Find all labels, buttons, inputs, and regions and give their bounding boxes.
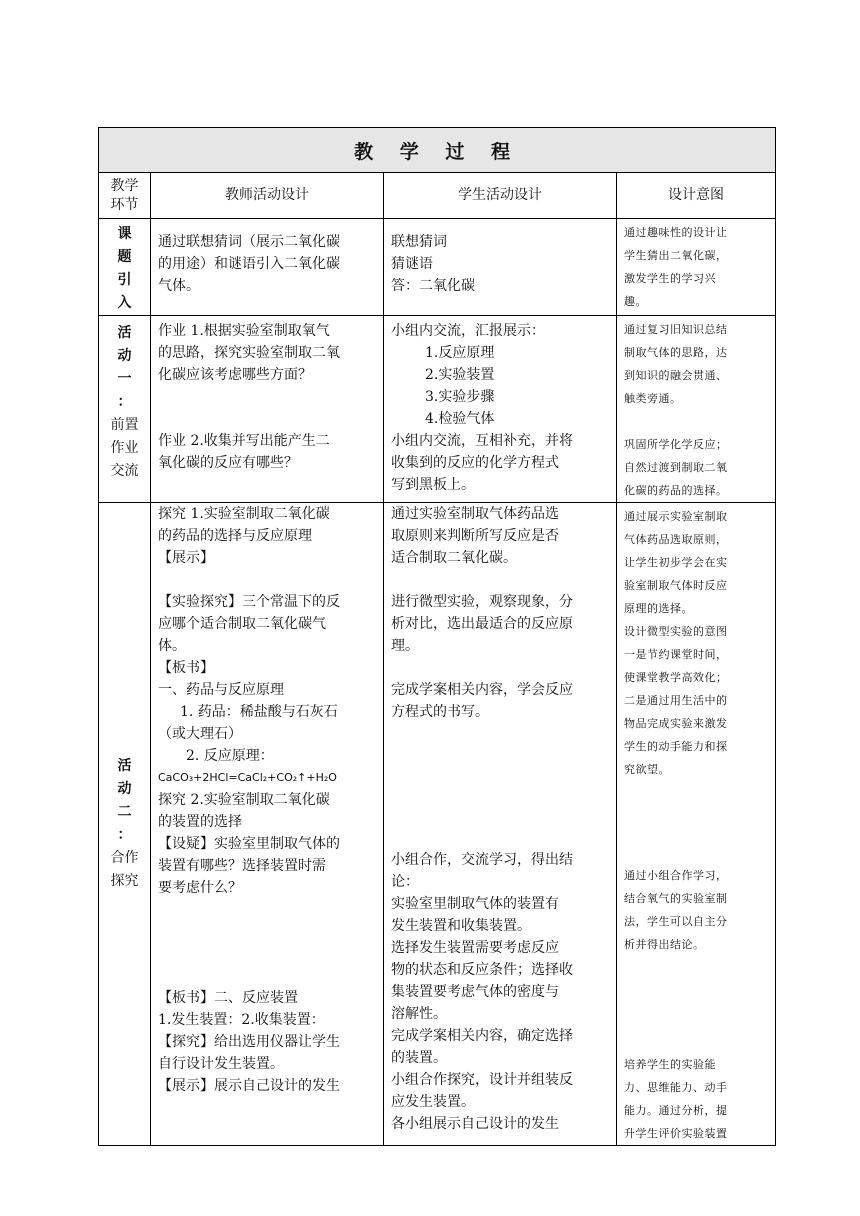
student-cell: 联想猜词 猜谜语 答：二氧化碳 bbox=[384, 219, 617, 316]
header-stage: 教学 环节 bbox=[99, 173, 151, 219]
table-row bbox=[99, 503, 776, 1146]
teacher-cell: 探究 1.实验室制取二氧化碳 的药品的选择与反应原理 【展示】 【实验探究】三个常温下的反 应哪个适合制取二氧化碳气 体。 【板书】 一、药品与反应原理 1. 药品：稀盐酸与石灰石 （或大理石） 2. 反应原理： CaCO₃+2HCl=CaCl₂+CO₂↑+H₂O 探究 2.实验室制取二氧化碳 的装置的选择 【设疑】实验室里制取气体的 装置有哪些？选择装置时需 要考虑什么？ 【板书】二、反应装置 1.发生装置：2.收集装置： 【探究】给出选用仪器让学生 自行设计发生装置。 【展示】展示自己设计的发生 bbox=[151, 503, 384, 1146]
stage-cell: 活 动 一 ： 前置 作业 交流 bbox=[99, 316, 151, 503]
stage-cell: 活 动 二 ： 合作 探究 bbox=[99, 503, 151, 1146]
intent-cell: 通过展示实验室制取 气体药品选取原则， 让学生初步学会在实 验室制取气体时反应 原理的选择。 设计微型实验的意图 一是节约课堂时间， 使课堂教学高效化； 二是通过用生活中的 物品完成实验来激发 学生的动手能力和探 究欲望。 通过小组合作学习， 结合氧气的实验室制 法，学生可以自主分 析并得出结论。 培养学生的实验能 力、思维能力、动手 能力。通过分析，提 升学生评价实验装置 bbox=[617, 503, 776, 1146]
table-row bbox=[99, 316, 776, 503]
table-title: 教 学 过 程 bbox=[99, 128, 776, 173]
chemical-equation: CaCO₃+2HCl=CaCl₂+CO₂↑+H₂O bbox=[158, 771, 337, 784]
document-page bbox=[98, 127, 775, 1146]
intent-cell: 通过复习旧知识总结 制取气体的思路，达 到知识的融会贯通、 触类旁通。 巩固所学化学反应； 自然过渡到制取二氧 化碳的药品的选择。 bbox=[617, 316, 776, 503]
teacher-cell: 作业 1.根据实验室制取氧气 的思路，探究实验室制取二氧 化碳应该考虑哪些方面？ 作业 2.收集并写出能产生二 氧化碳的反应有哪些？ bbox=[151, 316, 384, 503]
stage-cell: 课 题 引 入 bbox=[99, 219, 151, 316]
teacher-cell: 通过联想猜词（展示二氧化碳 的用途）和谜语引入二氧化碳 气体。 bbox=[151, 219, 384, 316]
student-cell: 小组内交流，汇报展示： 1.反应原理 2.实验装置 3.实验步骤 4.检验气体 小组内交流，互相补充，并将 收集到的反应的化学方程式 写到黑板上。 bbox=[384, 316, 617, 503]
header-student: 学生活动设计 bbox=[384, 173, 617, 219]
intent-cell: 通过趣味性的设计让 学生猜出二氧化碳， 激发学生的学习兴 趣。 bbox=[617, 219, 776, 316]
teaching-process-table bbox=[98, 127, 776, 1146]
header-teacher: 教师活动设计 bbox=[151, 173, 384, 219]
table-row bbox=[99, 219, 776, 316]
header-intent: 设计意图 bbox=[617, 173, 776, 219]
student-cell: 通过实验室制取气体药品选 取原则来判断所写反应是否 适合制取二氧化碳。 进行微型实验，观察现象，分 析对比，选出最适合的反应原 理。 完成学案相关内容，学会反应 方程式的书写。 小组合作，交流学习，得出结 论： 实验室里制取气体的装置有 发生装置和收集装置。 选择发生装置需要考虑反应 物的状态和反应条件；选择收 集装置要考虑气体的密度与 溶解性。 完成学案相关内容，确定选择 的装置。 小组合作探究，设计并组装反 应发生装置。 各小组展示自己设计的发生 bbox=[384, 503, 617, 1146]
